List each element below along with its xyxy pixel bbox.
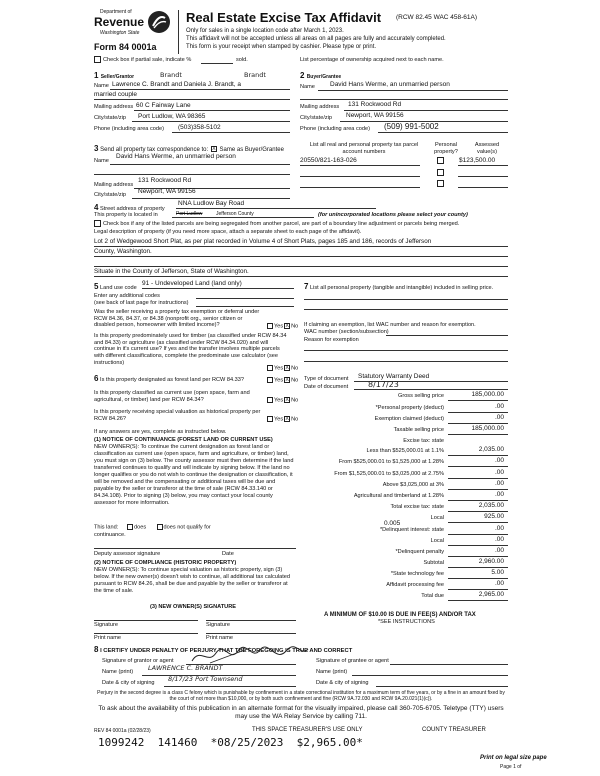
tax-row-label: Local <box>430 515 444 521</box>
partial-sale-checkbox[interactable] <box>94 56 101 63</box>
personal-checkbox-3[interactable] <box>437 180 444 187</box>
tax-row-label: Affidavit processing fee <box>386 582 444 588</box>
corr-city-label: City/state/zip <box>94 192 127 198</box>
additional-codes-label: Enter any additional codes <box>94 293 160 299</box>
tax-row-label: Less than $525,000.01 at 1.1% <box>366 448 444 454</box>
q-exemption: Was the seller receiving a property tax exemption or deferral under RCW 84.36, 84.37, or 84.38 (nonprofit org., senior citizen or disabled person, homeowner with limited income)? <box>94 309 260 329</box>
current-use-question: Is this property classified as current use (open space, farm and agricultural, or timber) land per RCW 84.34? <box>94 390 250 403</box>
tax-row <box>304 593 508 602</box>
treasurer-use: THIS SPACE TREASURER'S USE ONLY <box>252 727 363 733</box>
grantee-name-print-label: Name (print) <box>316 669 348 675</box>
corr-city-field[interactable]: Newport, WA 99156 <box>138 188 196 195</box>
availability-note: To ask about the availability of this publication in an alternate format for the visually impaired, please call 360-705-6705. Teletype (TTY) users may use the WA Relay Service by calling 711. <box>98 705 504 720</box>
tax-row-label: Above $3,025,000 at 3% <box>382 482 444 488</box>
tax-row-value[interactable]: 2,960.00 <box>478 558 504 565</box>
current-use-options: Yes X No <box>266 397 298 404</box>
cashier-stamp: 1099242 141460 *08/25/2023 $2,965.00* <box>98 736 363 749</box>
sig-grantee-label: Signature of grantee or agent <box>316 658 389 664</box>
legal-size-note: Print on legal size pape <box>480 755 547 761</box>
same-as-buyer-checkbox[interactable]: X <box>212 146 216 153</box>
doc-type-field[interactable]: Statutory Warranty Deed <box>358 373 430 380</box>
notice2-body: NEW OWNER(S): To continue special valuation as historic property, sign (3) below. If the new owner(s) doesn't wish to continue, all additional tax calculated pursuant to RCW 84.26, shall be due and payable by the seller or transferor at the time of sale. <box>94 567 291 594</box>
historic-question: Is this property receiving special valuation as historical property per RCW 84.26? <box>94 409 261 422</box>
seller-mailing-label: Mailing address <box>94 104 134 110</box>
seller-extra-2: Brandt <box>244 71 266 79</box>
doc-date-label: Date of document <box>304 384 349 390</box>
date-city-field[interactable]: 8/17/23 Port Townsend <box>168 675 243 683</box>
doc-type-label: Type of document <box>304 376 349 382</box>
tax-row-label: Local <box>430 538 444 544</box>
street-address-field[interactable]: NNA Ludlow Bay Road <box>178 200 245 207</box>
tax-row-label: *Delinquent penalty <box>395 549 444 555</box>
name-print-field[interactable]: LAWRENCE C. BRANDT <box>148 664 223 672</box>
personal-col-header: Personal property? <box>434 142 458 155</box>
notice1-body: NEW OWNER(S): To continue the current designation as forest land or classification as current use (open space, farm and agriculture, or timber) land, you must sign on (3) below. The county assessor must then determine if the land transferred continues to qualify and will indicate by signing below. If the land no longer qualifies or you do not wish to continue the designation or classification, it will be removed and the compensating or additional taxes will be due and payable by the seller or transferor at the time of sale (RCW 84.33.140 or 84.34.108). Prior to signing (3) below, you may contact your local county assessor for more information. <box>94 444 294 506</box>
personal-property-label: 7 List all personal property (tangible and intangible) included in selling price. <box>304 282 494 291</box>
see-instructions: *SEE INSTRUCTIONS <box>378 619 435 625</box>
deputy-label: Deputy assessor signature <box>94 551 161 557</box>
perjury-note: Perjury in the second degree is a class C felony which is punishable by confinement in a state correctional institution for a maximum term of five years, or by a fine in an amount fixed by the court of not more than $10,000, or by both such confinement and fine (RCW 9A.72.030 and RCW 9A.20.021(1)(c)). <box>97 690 505 702</box>
buyer-phone-field[interactable]: (509) 991-5002 <box>384 122 439 131</box>
dor-emblem <box>148 11 170 33</box>
seller-name-label: Name <box>94 83 109 89</box>
tax-row-label: Total due <box>421 593 444 599</box>
tax-row-value[interactable]: .00 <box>494 580 504 587</box>
tax-row-value[interactable]: .00 <box>494 480 504 487</box>
historic-yes-checkbox[interactable] <box>267 416 273 422</box>
unincorporated-note: (for unincorporated locations please select your county) <box>318 212 468 218</box>
tax-row-label: Gross selling price <box>397 393 444 399</box>
land-use-field[interactable]: 91 - Undeveloped Land (land only) <box>142 280 242 287</box>
located-city[interactable]: Port Ludlow <box>176 211 203 217</box>
tax-row-value[interactable]: .00 <box>494 414 504 421</box>
personal-checkbox-2[interactable] <box>437 169 444 176</box>
forest-no-checkbox[interactable]: X <box>285 377 289 383</box>
tax-row-label: *Personal property (deduct) <box>375 405 444 411</box>
land-use-row: 5 Land use code <box>94 282 137 291</box>
buyer-city-field[interactable]: Newport, WA 99156 <box>346 112 404 119</box>
local-rate: 0.005 <box>384 520 401 527</box>
tax-row-value[interactable]: .00 <box>494 491 504 498</box>
forest-question: 6 Is this property designated as forest land per RCW 84.33? <box>94 374 244 383</box>
seller-name-field-2[interactable]: married couple <box>94 91 137 98</box>
deputy-date-label: Date <box>222 551 234 557</box>
name-print-label: Name (print) <box>102 669 134 675</box>
street-address-row: 4 Street address of property <box>94 203 165 212</box>
dept-line1: Department of <box>100 9 132 15</box>
tax-row-value[interactable]: .00 <box>494 469 504 476</box>
tax-row-value[interactable]: .00 <box>494 457 504 464</box>
corr-mailing-label: Mailing address <box>94 182 134 188</box>
tax-row-label: From $525,000.01 to $1,525,000 at 1.28% <box>338 459 444 465</box>
assessed-value-1[interactable]: $123,500.00 <box>459 157 496 164</box>
seller-heading: 1 Seller/Grantor <box>94 71 135 80</box>
parcel-number-1[interactable]: 20550/821-163-026 <box>300 157 357 164</box>
owner-print-label-1: Print name <box>94 635 122 641</box>
rev-number: REV 84 0001a (02/28/23) <box>94 728 151 734</box>
tax-row-label: *Delinquent interest: state <box>379 527 444 533</box>
tax-row-value[interactable]: 2,035.00 <box>478 502 504 509</box>
tax-row <box>304 549 508 558</box>
seller-phone-label: Phone (including area code) <box>94 126 164 132</box>
owner-print-label-2: Print name <box>206 635 234 641</box>
seller-city-label: City/state/zip <box>94 115 127 121</box>
timber-no-checkbox[interactable]: X <box>285 365 289 371</box>
segregated-label: Check box if any of the listed parcels are being segregated from another parcel, are part of a boundary line adjustment or parcels being merged. <box>103 221 460 227</box>
dept-line2: Revenue <box>94 15 145 29</box>
buyer-name-label: Name <box>300 84 315 90</box>
notice1-title: (1) NOTICE OF CONTINUANCE (FOREST LAND OR CURRENT USE) <box>94 437 273 443</box>
tax-row <box>304 560 508 569</box>
tax-row <box>304 493 508 502</box>
correspondence-heading: 3 Send all property tax correspondence to: X Same as Buyer/Grantee <box>94 144 284 153</box>
tax-row-value[interactable]: 185,000.00 <box>471 391 504 398</box>
minimum-note: A MINIMUM OF $10.00 IS DUE IN FEE(S) AND/OR TAX <box>324 612 476 618</box>
buyer-name-field[interactable]: David Hans Werme, an unmarried person <box>330 81 450 88</box>
note1: Only for sales in a single location code after March 1, 2023. <box>186 28 344 34</box>
tax-row <box>304 582 508 591</box>
tax-row-label: *State technology fee <box>390 571 444 577</box>
located-county[interactable]: Jefferson County <box>216 211 254 217</box>
tax-row-value[interactable]: 185,000.00 <box>471 425 504 432</box>
buyer-mailing-field[interactable]: 131 Rockwood Rd <box>348 101 402 108</box>
seller-phone-field[interactable]: (503)358-5102 <box>178 124 221 131</box>
tax-row <box>304 438 508 447</box>
page-title: Real Estate Excise Tax Affidavit <box>186 10 382 25</box>
forest-yes-checkbox[interactable] <box>267 377 273 383</box>
personal-checkbox-1[interactable] <box>437 157 444 164</box>
segregated-checkbox[interactable] <box>94 220 101 227</box>
tax-row-value[interactable]: .00 <box>494 403 504 410</box>
tax-row <box>304 471 508 480</box>
tax-row-label: Excise tax: state <box>403 438 444 444</box>
form-number: Form 84 0001a <box>94 42 157 52</box>
tax-row <box>304 527 508 536</box>
seller-mailing-field[interactable]: 60 C Fairway Lane <box>136 102 191 109</box>
note3: This form is your receipt when stamped by cashier. Please type or print. <box>186 44 377 50</box>
sold-label: sold. <box>236 57 248 63</box>
if-yes-note: If any answers are yes, complete as instructed below. <box>94 429 227 435</box>
tax-row-label: Total excise tax: state <box>390 504 444 510</box>
located-label: This property is located in <box>94 212 158 218</box>
grantee-date-city-label: Date & city of signing <box>316 680 369 686</box>
tax-row <box>304 482 508 491</box>
legal-desc-line2[interactable]: County, Washington. <box>94 248 152 255</box>
tax-row-label: Taxable selling price <box>393 427 444 433</box>
legal-desc-line3[interactable]: Situate in the County of Jefferson, State of Washington. <box>94 268 249 275</box>
note2: This affidavit will not be accepted unless all areas on all pages are fully and accurately completed. <box>186 36 446 42</box>
assessed-col-header: Assessed value(s) <box>474 142 500 155</box>
notice3-title: (3) NEW OWNER(S) SIGNATURE <box>150 604 236 610</box>
tax-row <box>304 393 508 402</box>
current-use-no-checkbox[interactable]: X <box>285 397 289 403</box>
ownership-note: List percentage of ownership acquired next to each name. <box>300 57 444 63</box>
legal-desc-line1[interactable]: Lot 2 of Wedgewood Short Plat, as per plat recorded in Volume 4 of Short Plats, pages 185 and 186, records of Jefferson <box>94 238 432 245</box>
date-city-label: Date & city of signing <box>102 680 155 686</box>
tax-row <box>304 448 508 457</box>
tax-row-label: Subtotal <box>423 560 444 566</box>
doc-date-field[interactable]: 8/17/23 <box>368 380 399 389</box>
tax-row <box>304 405 508 414</box>
legal-desc-label: Legal description of property (if you need more space, attach a separate sheet to each page of the affidavit). <box>94 229 362 235</box>
timber-yes-checkbox[interactable] <box>267 365 273 371</box>
reason-label: Reason for exemption <box>304 337 359 343</box>
county-treasurer: COUNTY TREASURER <box>422 727 486 733</box>
exemption-yes-checkbox[interactable] <box>267 323 273 329</box>
tax-row <box>304 571 508 580</box>
tax-row <box>304 416 508 425</box>
historic-options: Yes X No <box>266 416 298 423</box>
tax-row-value[interactable]: .00 <box>494 536 504 543</box>
current-use-yes-checkbox[interactable] <box>267 397 273 403</box>
tax-row-value[interactable]: 925.00 <box>484 513 504 520</box>
q-timber-options: Yes X No <box>266 365 298 372</box>
buyer-mailing-label: Mailing address <box>300 104 340 110</box>
historic-no-checkbox[interactable]: X <box>285 416 289 422</box>
tax-row <box>304 427 508 436</box>
parcel-col-header: List all real and personal property tax parcel account numbers <box>309 142 419 155</box>
exemption-no-checkbox[interactable]: X <box>285 323 289 329</box>
tax-row-value[interactable]: 2,965.00 <box>478 591 504 598</box>
tax-row <box>304 504 508 513</box>
dept-line3: Washington State <box>100 30 140 36</box>
seller-city-field[interactable]: Port Ludlow, WA 98365 <box>138 113 206 120</box>
wac-label: WAC number (section/subsection) <box>304 329 389 335</box>
tax-row-label: Agricultural and timberland at 1.28% <box>353 493 444 499</box>
buyer-city-label: City/state/zip <box>300 115 333 121</box>
tax-row-label: From $1,525,000.01 to $3,025,000 at 2.75% <box>334 471 444 477</box>
exemption-label: If claiming an exemption, list WAC number and reason for exemption. <box>304 322 476 328</box>
certify-row: 8 I CERTIFY UNDER PENALTY OF PERJURY THAT THE FOREGOING IS TRUE AND CORRECT <box>94 645 353 654</box>
tax-row <box>304 515 508 524</box>
partial-sale-label: Check box if partial sale, indicate % <box>103 57 192 63</box>
tax-row-value[interactable]: .00 <box>494 525 504 532</box>
buyer-heading: 2 Buyer/Grantee <box>300 71 342 80</box>
continuance-label: continuance. <box>94 532 126 538</box>
buyer-phone-label: Phone (including area code) <box>300 126 370 132</box>
sig-grantor-label: Signature of grantor or agent <box>102 658 174 664</box>
dor-logo <box>94 9 176 45</box>
does-not-checkbox[interactable] <box>157 524 163 530</box>
seller-extra-1: Brandt <box>160 71 182 79</box>
owner-signature-label-2: Signature <box>206 622 230 628</box>
forest-options: Yes X No <box>266 377 298 384</box>
corr-name-label: Name <box>94 158 109 164</box>
corr-name-field[interactable]: David Hans Werme, an unmarried person <box>116 153 236 160</box>
page-number: Page 1 of <box>500 764 522 770</box>
owner-signature-label-1: Signature <box>94 622 118 628</box>
corr-mailing-field[interactable]: 131 Rockwood Rd <box>138 177 192 184</box>
does-checkbox[interactable] <box>127 524 133 530</box>
tax-row-value[interactable]: 2,035.00 <box>478 446 504 453</box>
q-exemption-options: Yes X No <box>266 323 298 330</box>
this-land-row: This land: does does not qualify for <box>94 524 211 531</box>
tax-row-label: Exemption claimed (deduct) <box>374 416 444 422</box>
tax-row <box>304 459 508 468</box>
tax-row-value[interactable]: 5.00 <box>491 569 504 576</box>
rcw-reference: (RCW 82.45 WAC 458-61A) <box>396 14 478 21</box>
tax-row <box>304 538 508 547</box>
tax-row-value[interactable]: .00 <box>494 547 504 554</box>
q-timber: Is this property predominately used for timber (as classified under RCW 84.34 and 84.33) or agriculture (as classified under RCW 84.34.020) and will continue in it's current use? If yes and the transfer involves multiple parcels with different classifications, complete the predominate use calculator (see instructions) <box>94 333 287 366</box>
notice2-title: (2) NOTICE OF COMPLIANCE (HISTORIC PROPERTY) <box>94 560 237 566</box>
seller-name-field[interactable]: Lawrence C. Brandt and Daniela J. Brandt, a <box>112 81 241 88</box>
additional-codes-sub: (see back of last page for instructions) <box>94 300 189 306</box>
